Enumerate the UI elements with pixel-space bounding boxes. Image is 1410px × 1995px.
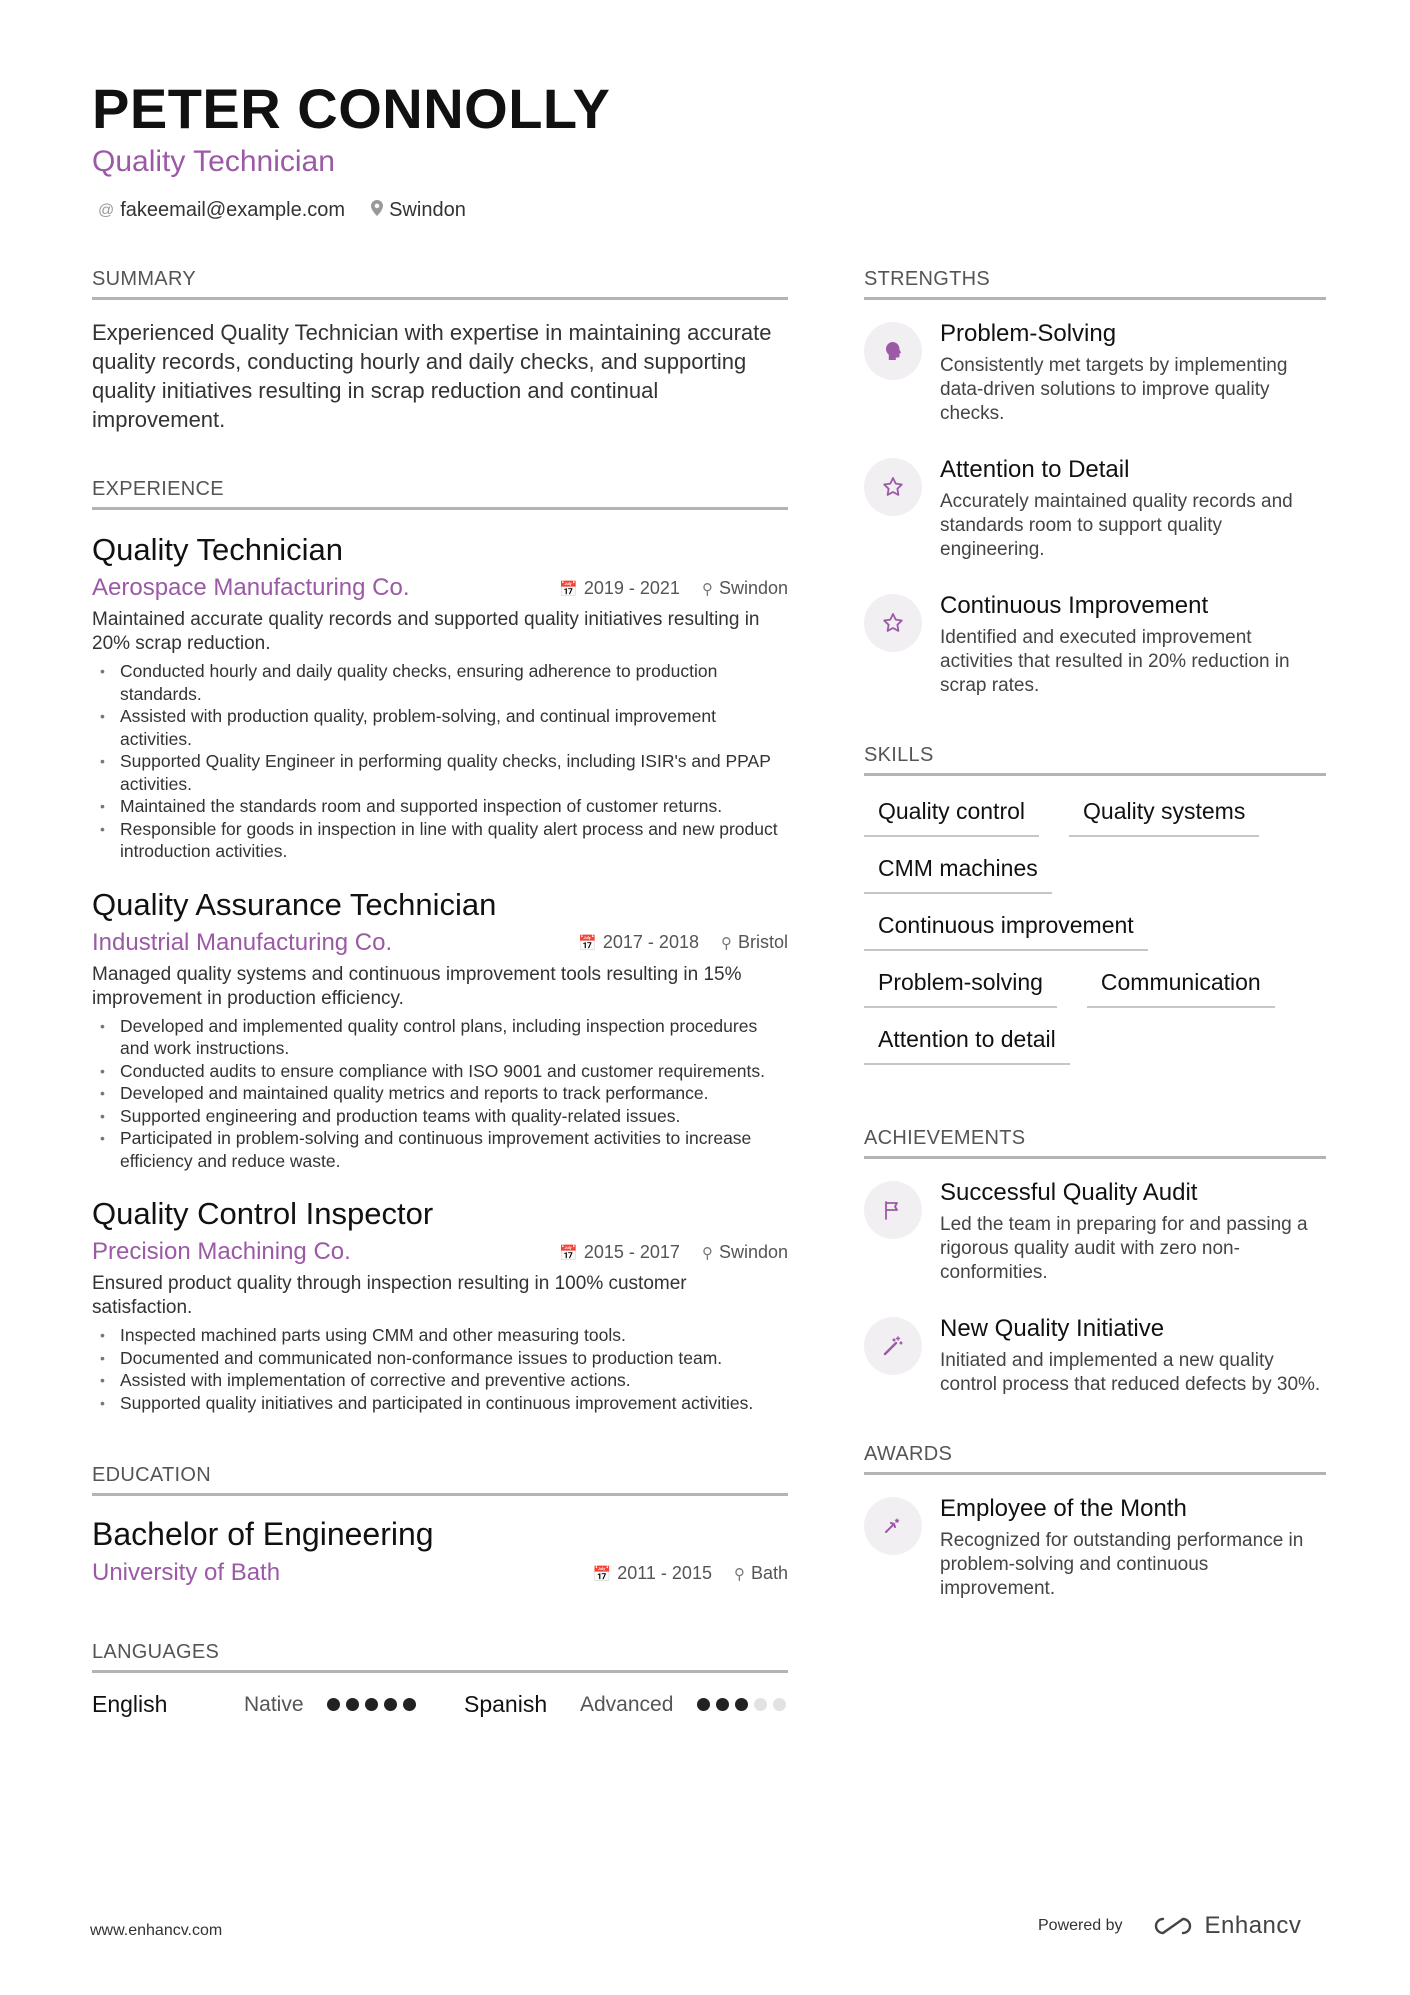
rating-dot	[773, 1698, 786, 1711]
achievement-desc: Led the team in preparing for and passing a rigorous quality audit with zero non-conformities.	[940, 1214, 1308, 1283]
award-body	[940, 1495, 1326, 1601]
skill-chip: Quality control	[864, 798, 1039, 837]
job-description: Maintained accurate quality records and supported quality initiatives resulting in 20% scrap reduction.	[92, 609, 760, 654]
education-heading: EDUCATION	[92, 1464, 788, 1496]
strength-item	[864, 592, 1326, 698]
job-bullets	[92, 660, 788, 863]
education-dates: 2011 - 2015	[617, 1562, 712, 1583]
degree-title: Bachelor of Engineering	[92, 1516, 434, 1552]
skill-chip: Continuous improvement	[864, 912, 1148, 951]
rating-dot	[716, 1698, 729, 1711]
location-pin-icon: ⚲	[733, 1565, 745, 1583]
magic-wand-icon	[864, 1317, 922, 1375]
contact-location	[371, 199, 466, 222]
rating-dot	[346, 1698, 359, 1711]
job-dates: 2019 - 2021	[583, 577, 680, 598]
company-name: Precision Machining Co.	[92, 1238, 351, 1265]
achievement-body	[940, 1179, 1326, 1285]
bullet-item: • Conducted hourly and daily quality checks, ensuring adherence to production standards.	[92, 660, 788, 705]
location-pin-icon	[371, 200, 383, 221]
bullet-item: • Inspected machined parts using CMM and other measuring tools.	[92, 1324, 788, 1347]
skills-heading: SKILLS	[864, 744, 1326, 776]
awards-heading: AWARDS	[864, 1443, 1326, 1475]
language-level: Native	[244, 1692, 304, 1716]
school-name: University of Bath	[92, 1559, 281, 1586]
calendar-icon: 📅	[559, 1244, 578, 1262]
achievements-heading: ACHIEVEMENTS	[864, 1127, 1326, 1159]
footer-branding	[1038, 1912, 1301, 1940]
achievement-title: New Quality Initiative	[940, 1315, 1165, 1342]
calendar-icon: 📅	[578, 935, 597, 952]
bullet-item: • Responsible for goods in inspection in line with quality alert process and new product introduction activities.	[92, 818, 788, 863]
bullet-item: • Supported Quality Engineer in performing quality checks, including ISIR's and PPAP activities.	[92, 750, 788, 795]
job-description: Ensured product quality through inspection resulting in 100% customer satisfaction.	[92, 1273, 687, 1318]
right-column	[864, 268, 1326, 1601]
skill-chip: Communication	[1087, 969, 1275, 1008]
education-location: Bath	[750, 1562, 788, 1583]
job-entry	[92, 532, 788, 863]
strength-body	[940, 592, 1326, 698]
achievement-body	[940, 1315, 1326, 1397]
job-dates: 2017 - 2018	[602, 932, 699, 952]
award-desc: Recognized for outstanding performance in problem-solving and continuous improvement.	[940, 1530, 1304, 1599]
candidate-name: PETER CONNOLLY	[92, 77, 611, 140]
bullet-item: • Assisted with production quality, problem-solving, and continual improvement activities.	[92, 705, 788, 750]
calendar-icon: 📅	[592, 1565, 612, 1583]
job-title: Quality Control Inspector	[92, 1196, 434, 1231]
language-name: English	[92, 1691, 168, 1717]
brain-icon	[864, 322, 922, 380]
skill-chip: Attention to detail	[864, 1026, 1070, 1065]
powered-by-label: Powered by	[1038, 1917, 1123, 1934]
language-name: Spanish	[464, 1691, 548, 1717]
bullet-item: • Developed and implemented quality control plans, including inspection procedures and work instructions.	[92, 1015, 788, 1060]
job-title: Quality Technician	[92, 532, 344, 567]
bullet-item: • Developed and maintained quality metrics and reports to track performance.	[92, 1082, 788, 1105]
rating-dot	[327, 1698, 340, 1711]
star-icon	[864, 458, 922, 516]
bullet-item: • Supported engineering and production teams with quality-related issues.	[92, 1105, 788, 1128]
location-pin-icon: ⚲	[701, 1244, 713, 1262]
achievement-item	[864, 1315, 1326, 1397]
skill-chip: Problem-solving	[864, 969, 1057, 1008]
location-text: Swindon	[389, 199, 466, 221]
job-meta	[559, 578, 788, 599]
company-name: Industrial Manufacturing Co.	[92, 928, 393, 956]
skills-list	[864, 798, 1326, 1065]
achievements-section	[864, 1127, 1326, 1397]
strength-item	[864, 320, 1326, 426]
strength-item	[864, 456, 1326, 562]
rating-dot	[403, 1698, 416, 1711]
education-section	[92, 1464, 788, 1587]
location-pin-icon: ⚲	[701, 580, 713, 598]
achievement-item	[864, 1179, 1326, 1285]
languages-row	[92, 1691, 788, 1718]
skill-chip: CMM machines	[864, 855, 1052, 894]
job-description: Managed quality systems and continuous improvement tools resulting in 15% improvement in production efficiency.	[92, 963, 742, 1009]
email-text: fakeemail@example.com	[120, 199, 346, 221]
strengths-section	[864, 268, 1326, 698]
bullet-item: • Maintained the standards room and supported inspection of customer returns.	[92, 795, 788, 818]
bullet-item: • Documented and communicated non-conformance issues to production team.	[92, 1347, 788, 1370]
summary-section	[92, 268, 788, 434]
job-dates: 2015 - 2017	[583, 1241, 680, 1262]
awards-section	[864, 1443, 1326, 1601]
trophy-icon	[864, 1497, 922, 1555]
brand-name: Enhancv	[1204, 1912, 1302, 1939]
job-bullets	[92, 1015, 788, 1173]
star-icon	[864, 594, 922, 652]
job-entry	[92, 887, 788, 1173]
footer-website[interactable]: www.enhancv.com	[90, 1922, 223, 1939]
job-meta-row	[92, 574, 788, 602]
job-location: Swindon	[718, 1241, 788, 1262]
job-title: Quality Assurance Technician	[92, 886, 497, 922]
award-title: Employee of the Month	[940, 1495, 1187, 1522]
left-column	[92, 268, 788, 1718]
enhancv-logo-icon	[1149, 1914, 1197, 1938]
strength-title: Attention to Detail	[940, 456, 1130, 483]
job-entry	[92, 1196, 788, 1414]
strengths-heading: STRENGTHS	[864, 268, 1326, 300]
strength-desc: Identified and executed improvement activities that resulted in 20% reduction in scrap rates.	[940, 627, 1290, 696]
job-bullets	[92, 1324, 788, 1414]
bullet-item: • Assisted with implementation of corrective and preventive actions.	[92, 1369, 788, 1392]
rating-dot	[384, 1698, 397, 1711]
location-pin-icon: ⚲	[720, 935, 732, 952]
candidate-role: Quality Technician	[92, 145, 335, 178]
rating-dot	[754, 1698, 767, 1711]
flag-icon	[864, 1181, 922, 1239]
job-meta-row	[92, 929, 788, 957]
languages-heading: LANGUAGES	[92, 1641, 788, 1673]
brand-logo[interactable]	[1149, 1912, 1302, 1940]
summary-text: Experienced Quality Technician with expertise in maintaining accurate quality records, conducting hourly and daily checks, and supporting quality initiatives resulting in scrap reduction and continual improvement.	[92, 320, 772, 432]
award-item	[864, 1495, 1326, 1601]
language-rating	[697, 1698, 786, 1711]
achievement-title: Successful Quality Audit	[940, 1179, 1198, 1206]
job-meta	[578, 932, 788, 953]
strength-title: Continuous Improvement	[940, 592, 1209, 619]
company-name: Aerospace Manufacturing Co.	[92, 574, 410, 601]
job-meta-row	[92, 1238, 788, 1266]
at-icon: @	[98, 201, 115, 219]
rating-dot	[365, 1698, 378, 1711]
achievement-desc: Initiated and implemented a new quality control process that reduced defects by 30%.	[940, 1350, 1321, 1395]
strength-body	[940, 456, 1326, 562]
experience-heading: EXPERIENCE	[92, 478, 788, 510]
calendar-icon: 📅	[559, 580, 578, 598]
bullet-item: • Conducted audits to ensure compliance with ISO 9001 and customer requirements.	[92, 1060, 788, 1083]
language-rating	[327, 1698, 464, 1711]
language-level: Advanced	[580, 1692, 674, 1716]
skill-chip: Quality systems	[1069, 798, 1259, 837]
education-meta-row	[92, 1559, 788, 1587]
experience-section	[92, 478, 788, 1414]
strength-desc: Accurately maintained quality records and standards room to support quality engineering.	[940, 491, 1293, 560]
skills-section	[864, 744, 1326, 1065]
job-meta	[559, 1242, 788, 1263]
job-location: Swindon	[718, 577, 788, 598]
contact-email[interactable]	[98, 199, 345, 222]
summary-heading: SUMMARY	[92, 268, 788, 300]
rating-dot	[735, 1698, 748, 1711]
strength-title: Problem-Solving	[940, 320, 1117, 347]
job-location: Bristol	[737, 932, 788, 952]
bullet-item: • Supported quality initiatives and participated in continuous improvement activities.	[92, 1392, 788, 1415]
education-meta	[593, 1563, 788, 1584]
rating-dot	[697, 1698, 710, 1711]
strength-desc: Consistently met targets by implementing data-driven solutions to improve quality checks.	[940, 355, 1288, 424]
strength-body	[940, 320, 1326, 426]
contact-row	[98, 199, 466, 222]
languages-section	[92, 1641, 788, 1718]
bullet-item: • Participated in problem-solving and continuous improvement activities to increase efficiency and reduce waste.	[92, 1127, 788, 1172]
